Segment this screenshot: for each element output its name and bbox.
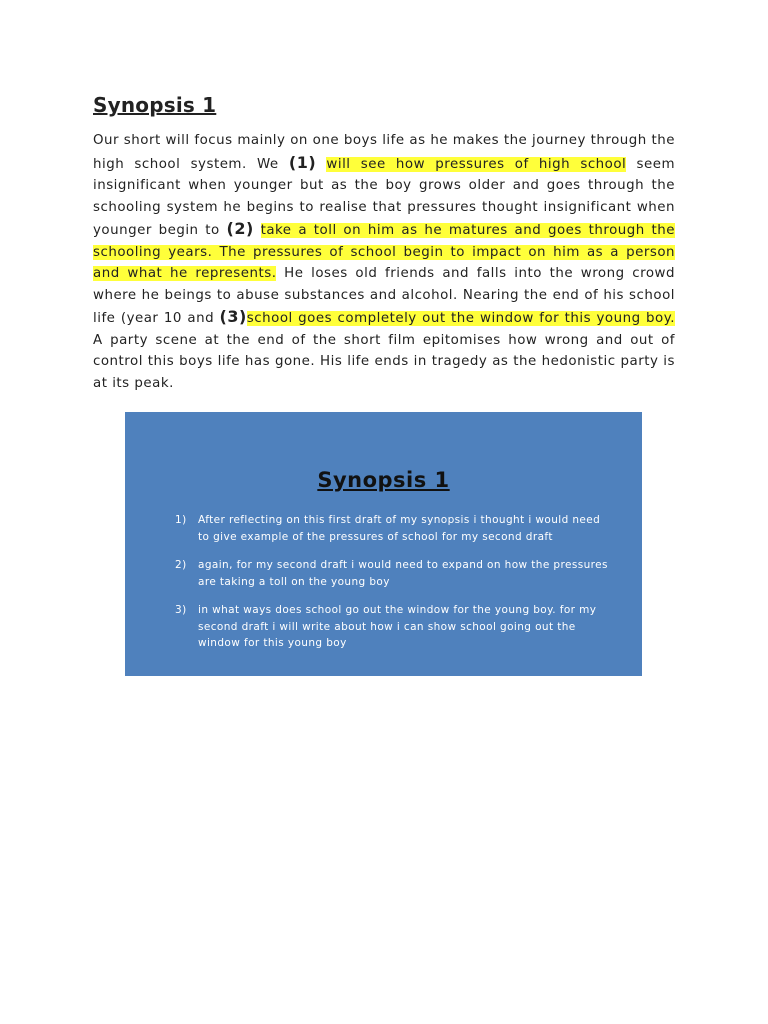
marker-2: (2) <box>226 219 254 238</box>
text-segment: Our short will focus mainly on one boys life as he makes the journey through the high school system. We <box>93 133 675 172</box>
page-title: Synopsis 1 <box>93 93 217 117</box>
list-number: 2) <box>175 559 187 571</box>
highlight-1: will see how pressures of high school <box>326 156 627 172</box>
marker-3: (3) <box>219 307 247 326</box>
list-text: again, for my second draft i would need to expand on how the pressures are taking a toll on the young boy <box>198 559 608 588</box>
text-segment: He loses old friends and falls into the wrong crowd where he beings to abuse substances and alcohol. Nearing the end of his school life (year 10 and <box>93 266 675 326</box>
notes-list <box>175 512 615 664</box>
panel-title: Synopsis 1 <box>317 468 450 492</box>
reflection-panel <box>125 412 642 676</box>
marker-1: (1) <box>288 152 317 172</box>
list-number: 3) <box>175 604 187 616</box>
highlight-2: take a toll on him as he matures and goes through the schooling years. The pressures of school begin to impact on him as a person and what he represents. <box>93 223 676 281</box>
list-item <box>175 602 615 652</box>
synopsis-paragraph <box>93 130 675 394</box>
list-item <box>175 512 615 545</box>
text-segment: A party scene at the end of the short film epitomises how wrong and out of control this boys life has gone. His life ends in tragedy as the hedonistic party is at its peak. <box>93 332 675 391</box>
highlight-3: school goes completely out the window for this young boy. <box>246 311 675 326</box>
list-number: 1) <box>175 514 187 526</box>
list-item <box>175 557 615 590</box>
list-text: in what ways does school go out the window for the young boy. for my second draft i will write about how i can show school going out the window for this young boy <box>198 604 597 649</box>
list-text: After reflecting on this first draft of my synopsis i thought i would need to give example of the pressures of school for my second draft <box>198 514 601 543</box>
text-segment: seem insignificant when younger but as the boy grows older and goes through the schooling system he begins to realise that pressures thought insignificant when younger begin to <box>93 156 676 238</box>
